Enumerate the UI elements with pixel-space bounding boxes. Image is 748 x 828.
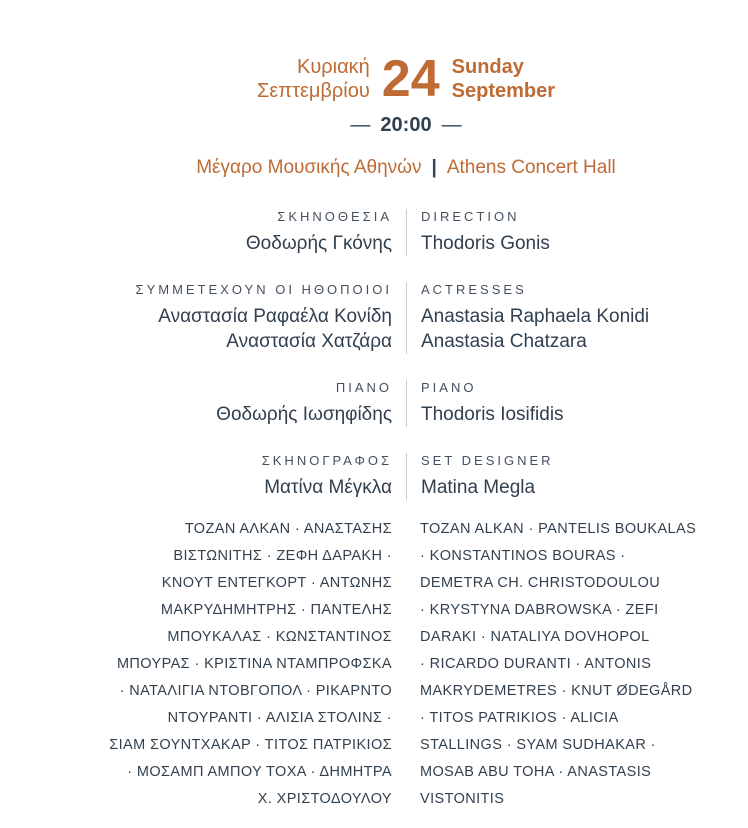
participant-line: · KRYSTYNA DABROWSKA · ZEFI: [420, 602, 659, 618]
date-english-day: Sunday: [451, 56, 524, 78]
date-greek: [257, 55, 370, 103]
participant-line: · TITOS PATRIKIOS · ALICIA: [420, 710, 619, 726]
credit-greek-column: [96, 453, 406, 500]
participant-line: ΜΠΟΥΡΑΣ · ΚΡΙΣΤΙΝΑ ΝΤΑΜΠΡΟΦΣΚΑ: [116, 656, 392, 672]
participant-line: TOZAN ALKAN · PANTELIS BOUKALAS: [420, 521, 697, 537]
time-row: [96, 114, 716, 137]
participants-english-column: [406, 516, 716, 813]
venue-english: Athens Concert Hall: [446, 157, 616, 178]
participant-line: ΝΤΟΥΡΑΝΤΙ · ΑΛΙΣΙΑ ΣΤΟΛΙΝΣ ·: [167, 710, 392, 726]
credit-greek-column: [96, 282, 406, 354]
credit-block-piano: [96, 380, 716, 427]
credit-role-english: ACTRESSES: [421, 282, 527, 297]
participant-line: · ΜΟΣΑΜΠ ΑΜΠΟΥ ΤΟΧΑ · ΔΗΜΗΤΡΑ: [127, 764, 392, 780]
credit-english-column: [406, 453, 716, 500]
credit-role-greek: ΠΙΑΝΟ: [335, 380, 392, 395]
credit-name-greek: Αναστασία Ραφαέλα Κονίδη: [158, 306, 392, 327]
credit-block-actresses: [96, 282, 716, 354]
participant-line: ΣΙΑΜ ΣΟΥΝΤΧΑΚΑΡ · ΤΙΤΟΣ ΠΑΤΡΙΚΙΟΣ: [109, 737, 392, 753]
credit-role-english: PIANO: [421, 380, 477, 395]
credit-greek-column: [96, 209, 406, 256]
date-english: [452, 55, 555, 103]
participant-line: VISTONITIS: [420, 791, 505, 807]
participant-line: Χ. ΧΡΙΣΤΟΔΟΥΛΟΥ: [257, 791, 392, 807]
date-greek-day: Κυριακή: [297, 56, 370, 78]
credit-role-english: SET DESIGNER: [421, 453, 554, 468]
event-time: 20:00: [380, 114, 432, 136]
credit-english-column: [406, 209, 716, 256]
participants-greek-column: [96, 516, 406, 813]
participant-line: · KONSTANTINOS BOURAS ·: [420, 548, 626, 564]
program-content: [96, 50, 716, 813]
venue-greek: Μέγαρο Μουσικής Αθηνών: [196, 157, 422, 178]
credit-name-english: Anastasia Raphaela Konidi: [421, 306, 650, 327]
venue-separator: |: [431, 157, 437, 178]
credit-english-column: [406, 380, 716, 427]
credit-english-column: [406, 282, 716, 354]
participant-line: DEMETRA CH. CHRISTODOULOU: [420, 575, 661, 591]
participant-line: ΤΟΖΑΝ ΑΛΚΑΝ · ΑΝΑΣΤΑΣΗΣ: [184, 521, 392, 537]
day-number: 24: [381, 50, 440, 108]
date-english-month: September: [451, 80, 556, 102]
participants-section: [96, 516, 716, 813]
credit-name-greek: Αναστασία Χατζάρα: [226, 331, 392, 352]
participant-line: ΜΠΟΥΚΑΛΑΣ · ΚΩΝΣΤΑΝΤΙΝΟΣ: [167, 629, 392, 645]
participant-line: · RICARDO DURANTI · ANTONIS: [420, 656, 652, 672]
time-dash-left: —: [350, 114, 371, 136]
credit-block-set-designer: [96, 453, 716, 500]
credit-role-greek: ΣΚΗΝΟΓΡΑΦΟΣ: [261, 453, 392, 468]
credit-name-english: Anastasia Chatzara: [421, 331, 587, 352]
participant-line: MAKRYDEMETRES · KNUT ØDEGÅRD: [420, 683, 693, 699]
credit-name-english: Thodoris Iosifidis: [421, 404, 564, 425]
credit-name-english: Thodoris Gonis: [421, 233, 550, 254]
credit-name-greek: Ματίνα Μέγκλα: [264, 477, 392, 498]
credit-name-english: Matina Megla: [421, 477, 536, 498]
participant-line: DARAKI · NATALIYA DOVHOPOL: [420, 629, 650, 645]
credit-name-greek: Θοδωρής Γκόνης: [245, 233, 392, 254]
date-greek-month: Σεπτεμβρίου: [256, 80, 370, 102]
credit-block-direction: [96, 209, 716, 256]
credit-name-greek: Θοδωρής Ιωσηφίδης: [216, 404, 392, 425]
credit-greek-column: [96, 380, 406, 427]
participant-line: STALLINGS · SYAM SUDHAKAR ·: [420, 737, 656, 753]
date-header: [96, 50, 716, 108]
participant-line: ΚΝΟΥΤ ΕΝΤΕΓΚΟΡΤ · ΑΝΤΩΝΗΣ: [161, 575, 392, 591]
credit-role-greek: ΣΥΜΜΕΤΕΧΟΥΝ ΟΙ ΗΘΟΠΟΙΟΙ: [135, 282, 392, 297]
participant-line: ΜΑΚΡΥΔΗΜΗΤΡΗΣ · ΠΑΝΤΕΛΗΣ: [160, 602, 392, 618]
participant-line: · ΝΑΤΑΛΙΓΙΑ ΝΤΟΒΓΟΠΟΛ · ΡΙΚΑΡΝΤΟ: [119, 683, 392, 699]
participant-line: MOSAB ABU TOHA · ANASTASIS: [420, 764, 652, 780]
credits-section: [96, 209, 716, 500]
venue-row: [96, 157, 716, 179]
credit-role-greek: ΣΚΗΝΟΘΕΣΙΑ: [277, 209, 392, 224]
credit-role-english: DIRECTION: [421, 209, 520, 224]
participant-line: ΒΙΣΤΩΝΙΤΗΣ · ΖΕΦΗ ΔΑΡΑΚΗ ·: [173, 548, 392, 564]
time-dash-right: —: [441, 114, 462, 136]
